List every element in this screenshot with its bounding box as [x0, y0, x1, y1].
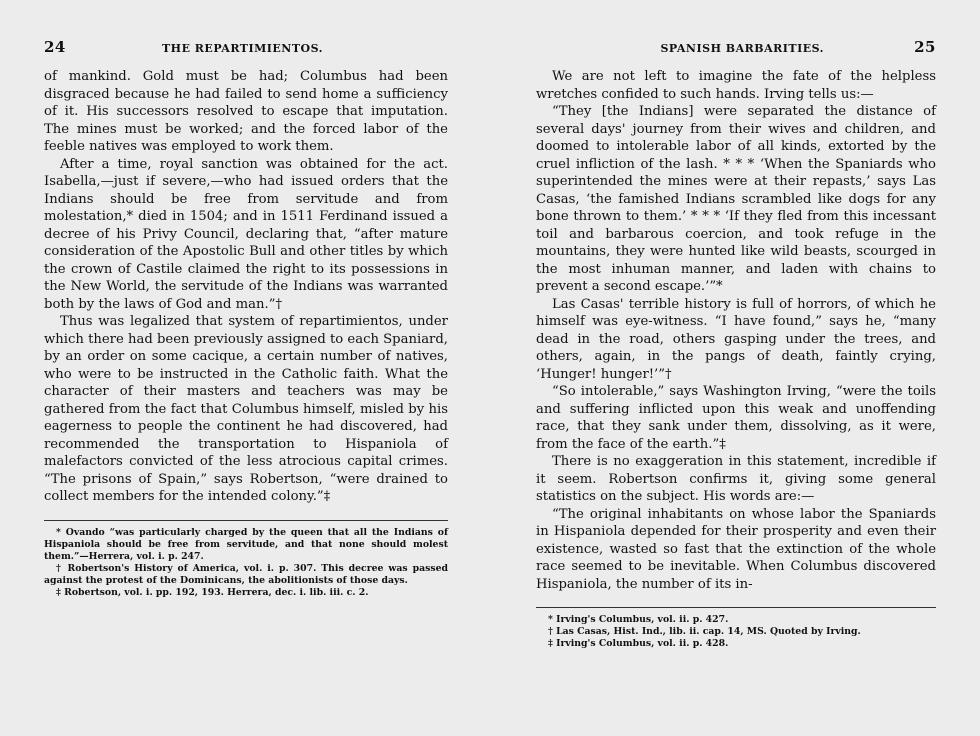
left-page-number: 24	[44, 38, 66, 56]
right-page	[490, 0, 980, 736]
left-footnotes	[44, 527, 448, 599]
right-paragraph: “They [the Indians] were separated the distance of several days' journey from their wives and children, and doomed to intolerable labor of all kinds, extorted by the cruel infliction of the lash. * * * ‘When the Spaniards who superintended the mines were at their repasts,’ says Las Casas, ‘the famished Indians scrambled like dogs for any bone thrown to them.’ * * * ‘If they fled from this incessant toil and barbarous coercion, and took refuge in the mountains, they were hunted like wild beasts, scourged in the most inhuman manner, and laden with chains to prevent a second escape.’”*	[536, 104, 936, 294]
right-footnote: * Irving's Columbus, vol. ii. p. 427.	[548, 614, 729, 625]
right-footnote-rule	[536, 607, 936, 608]
left-running-title: THE REPARTIMIENTOS.	[162, 42, 324, 55]
right-paragraph: “So intolerable,” says Washington Irving, “were the toils and suffering inflicted upon this weak and unoffending race, that they sank under them, dissolving, as it were, from the face of the earth.”‡	[536, 384, 936, 452]
left-body-text	[44, 68, 448, 506]
right-body-text	[536, 68, 936, 593]
left-running-head	[44, 38, 448, 60]
right-paragraph: There is no exaggeration in this statement, incredible if it seem. Robertson confirms it, giving some general statistics on the subject. His words are:—	[536, 454, 936, 504]
right-paragraph: “The original inhabitants on whose labor the Spaniards in Hispaniola depended for their prosperity and even their existence, wasted so fast that the extinction of the whole race seemed to be inevitable. When Columbus discovered Hispaniola, the number of its in-	[536, 506, 936, 592]
right-running-title: SPANISH BARBARITIES.	[660, 42, 824, 55]
left-footnote: ‡ Robertson, vol. i. pp. 192, 193. Herrera, dec. i. lib. iii. c. 2.	[56, 586, 369, 598]
right-footnote: † Las Casas, Hist. Ind., lib. ii. cap. 14, MS. Quoted by Irving.	[548, 626, 861, 637]
left-footnote: † Robertson's History of America, vol. i. p. 307. This decree was passed against the protest of the Dominicans, the abolitionists of those days.	[44, 562, 448, 586]
left-footnote: * Ovando “was particularly charged by the queen that all the Indians of Hispaniola should be free from servitude, and that none should molest them.”—Herrera, vol. i. p. 247.	[44, 526, 448, 562]
left-paragraph: of mankind. Gold must be had; Columbus had been disgraced because he had failed to send home a sufficiency of it. His successors resolved to escape that imputation. The mines must be worked; and the forced labor of the feeble natives was employed to work them.	[44, 69, 448, 154]
right-paragraph: We are not left to imagine the fate of the helpless wretches confided to such hands. Irving tells us:—	[536, 69, 936, 102]
left-paragraph: After a time, royal sanction was obtained for the act. Isabella,—just if severe,—who had issued orders that the Indians should be free from servitude and from molestation,* died in 1504; and in 1511 Ferdinand issued a decree of his Privy Council, declaring that, “after mature consideration of the Apostolic Bull and other titles by which the crown of Castile claimed the right to its possessions in the New World, the servitude of the Indians was warranted both by the laws of God and man.”†	[44, 156, 448, 312]
right-running-head	[536, 38, 936, 60]
left-footnote-rule	[44, 520, 448, 521]
right-footnotes	[536, 614, 936, 650]
right-footnote: ‡ Irving's Columbus, vol. ii. p. 428.	[548, 638, 729, 649]
left-paragraph: Thus was legalized that system of repartimientos, under which there had been previously assigned to each Spaniard, by an order on some cacique, a certain number of natives, who were to be instructed in the Catholic faith. What the character of their masters and teachers was may be gathered from the fact that Columbus himself, misled by his eagerness to people the continent he had discovered, had recommended the transportation to Hispaniola of malefactors convicted of the less atrocious capital crimes. “The prisons of Spain,” says Robertson, “were drained to collect members for the intended colony.”‡	[44, 314, 448, 504]
right-paragraph: Las Casas' terrible history is full of horrors, of which he himself was eye-witness. “I have found,” says he, “many dead in the road, others gasping under the trees, and others, again, in the pangs of death, faintly crying, ‘Hunger! hunger!’”†	[536, 296, 936, 382]
right-page-number: 25	[914, 38, 936, 56]
